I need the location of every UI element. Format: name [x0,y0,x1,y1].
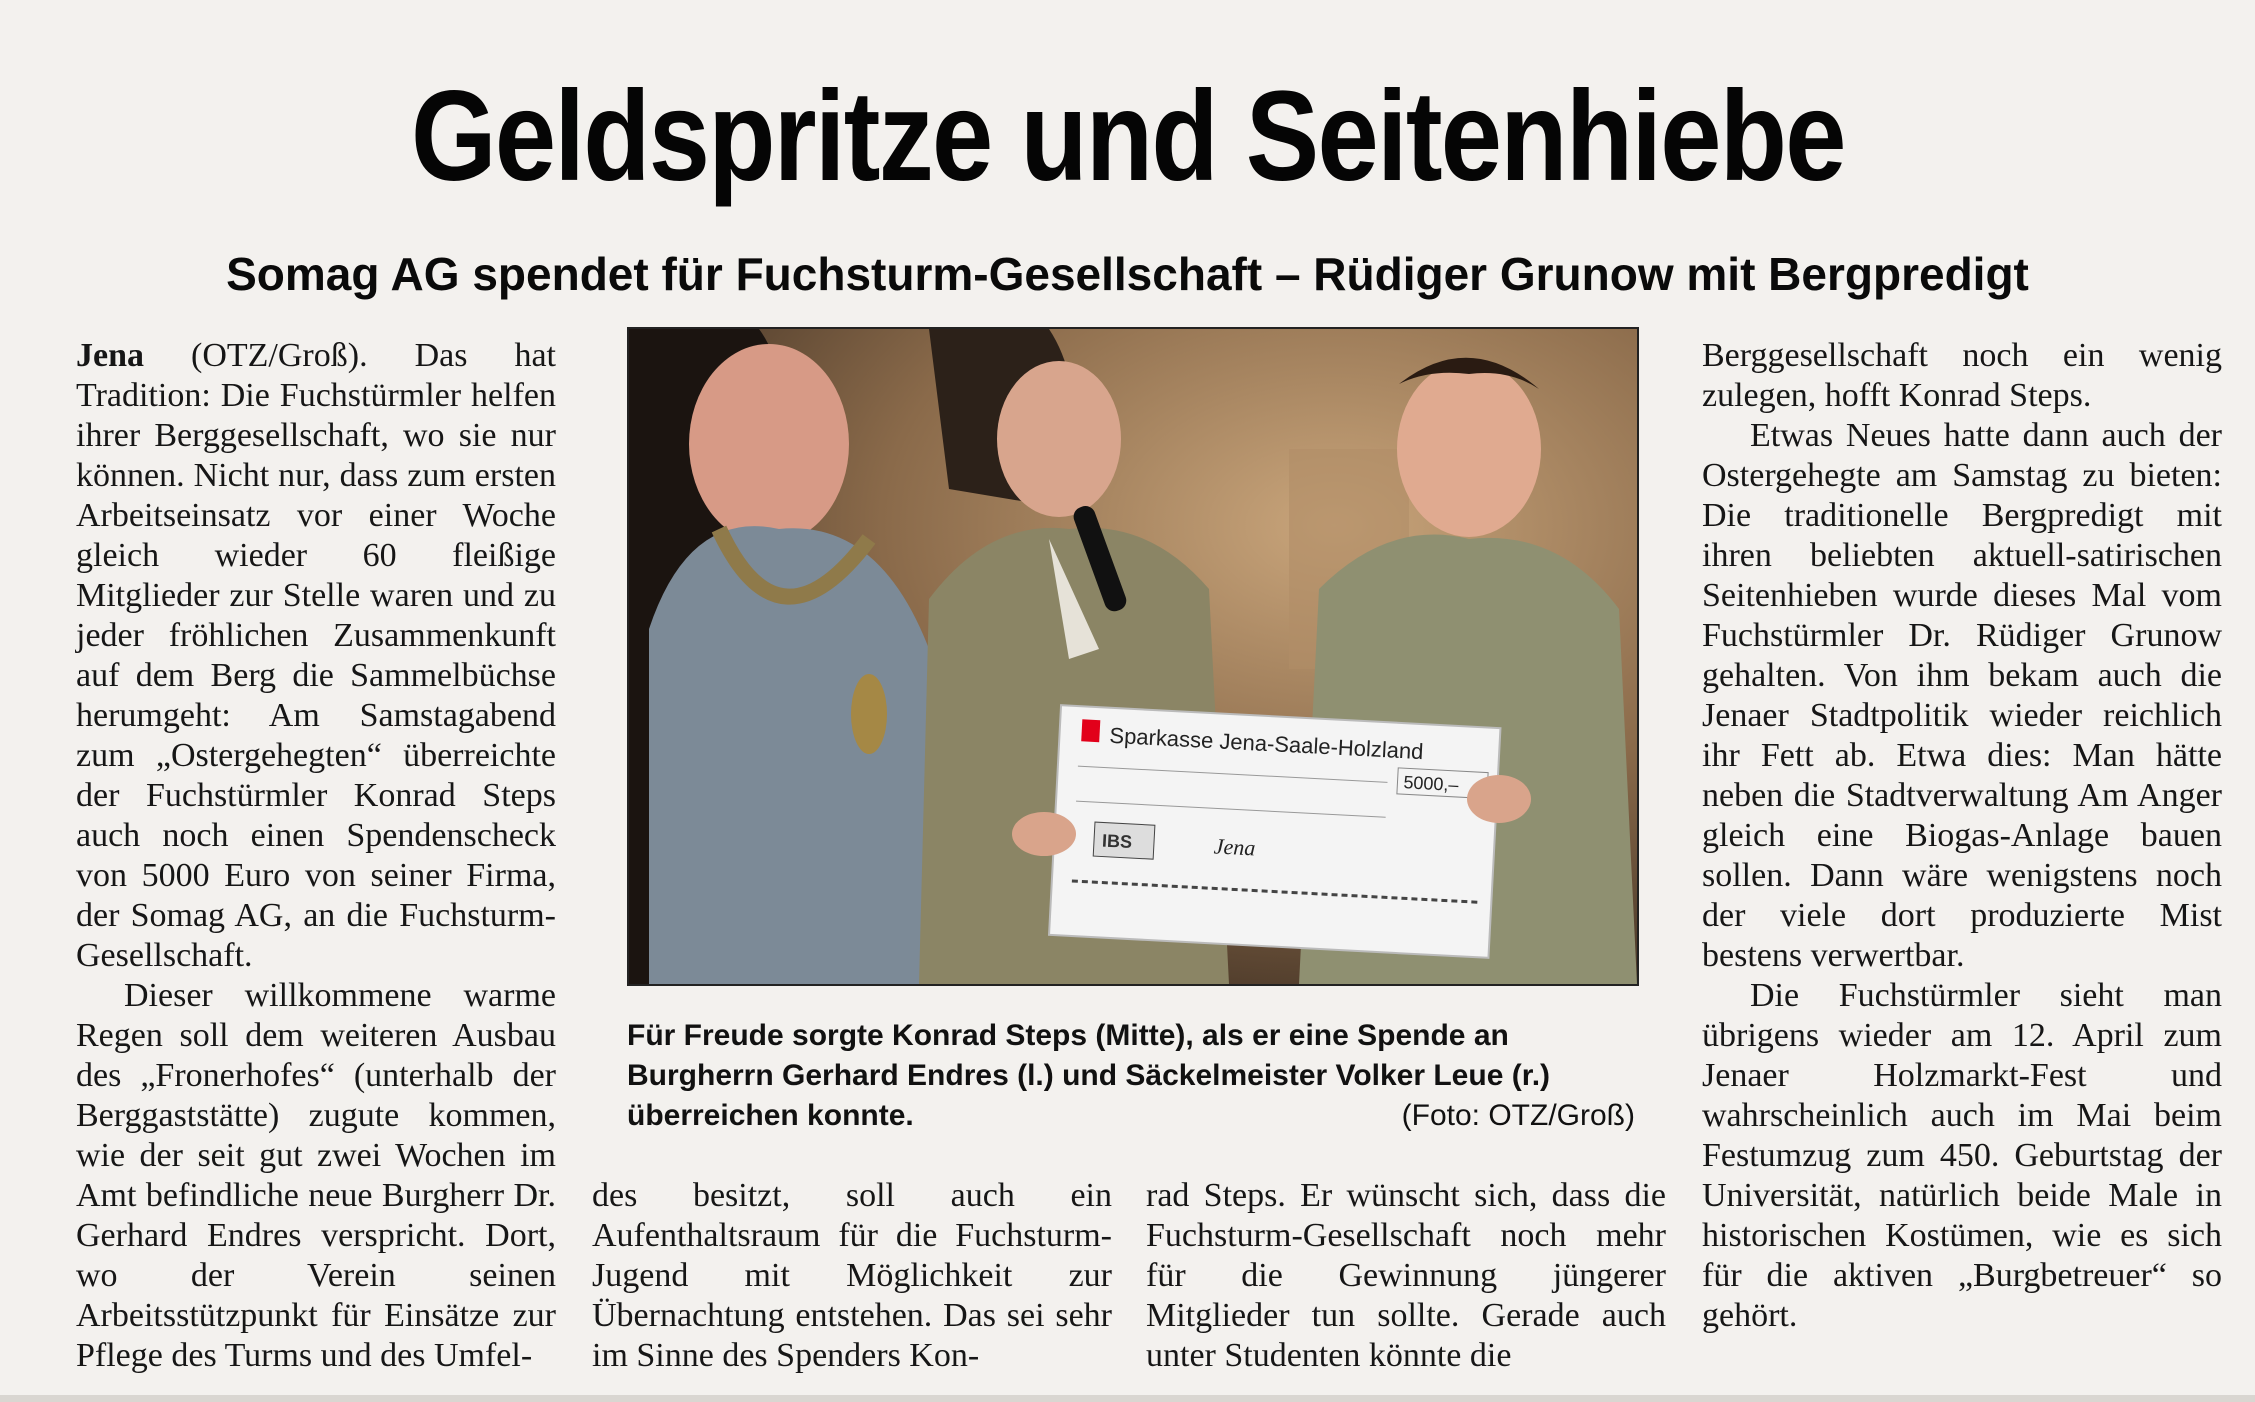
paragraph: Etwas Neues hatte dann auch der Ostergehegte am Samstag zu bieten: Die traditionelle Bergpredigt mit ihren beliebten aktuell-satirischen Seitenhieben wurde dieses Mal vom Fuchstürmler Dr. Rüdiger Grunow gehalten. Von ihm bekam auch die Jenaer Stadtpolitik wieder reichlich ihr Fett ab. Etwa dies: Man hätte neben die Stadtverwaltung Am Anger gleich eine Biogas-Anlage bauen sollen. Dann wäre wenigstens noch der viele dort produzierte Mist bestens verwertbar. [1702,417,2222,974]
cheque-logo: IBS [1101,830,1133,853]
photo-illustration [629,329,1637,984]
photo-credit: (Foto: OTZ/Groß) [1401,1099,1635,1132]
paragraph: Berggesellschaft noch ein wenig zulegen, hofft Konrad Steps. [1702,337,2222,414]
paragraph: des besitzt, soll auch ein Aufenthaltsraum für die Fuchsturm-Jugend mit Möglichkeit zur Übernachtung entstehen. Das sei sehr im Sinne des Spenders Kon- [592,1177,1112,1374]
text-column-4 [1702,336,2222,1336]
cheque-bank: Sparkasse Jena-Saale-Holzland [1108,722,1425,765]
photo-caption [627,1016,1635,1136]
caption-text: Für Freude sorgte Konrad Steps (Mitte), als er eine Spende an Burgherrn Gerhard Endres (l.) und Säckelmeister Volker Leue (r.) überreichen konnte. [627,1019,1551,1132]
paragraph-text: (OTZ/Groß). Das hat Tradition: Die Fuchstürmler helfen ihrer Berggesellschaft, wo sie nur können. Nicht nur, dass zum ersten Arbeitseinsatz vor einer Woche gleich wieder 60 fleißige Mitglieder zur Stelle waren und zu jeder fröhlichen Zusammenkunft auf dem Berg die Sammelbüchse herumgeht: Am Samstagabend zum „Ostergehegten“ überreichte der Fuchstürmler Konrad Steps auch noch einen Spendenscheck von 5000 Euro von seiner Firma, der Somag AG, an die Fuchsturm-Gesellschaft. [76,337,556,974]
sparkasse-logo-icon [1081,719,1100,742]
paper-edge [0,1395,2255,1402]
paragraph [76,336,556,976]
dateline: Jena [76,337,144,374]
paragraph: rad Steps. Er wünscht sich, dass die Fuchsturm-Gesellschaft noch mehr für die Gewinnung jüngerer Mitglieder tun sollte. Gerade auch unter Studenten könnte die [1146,1177,1666,1374]
article-photo [627,327,1639,986]
text-column-2 [592,1176,1112,1376]
cheque-place: Jena [1213,833,1257,861]
text-column-3 [1146,1176,1666,1376]
cheque-amount: 5000,– [1402,772,1460,796]
paragraph: Dieser willkommene warme Regen soll dem weiteren Ausbau des „Fronerhofes“ (unterhalb der Berggaststätte) zugute kommen, wie der seit gut zwei Wochen im Amt befindliche neue Burgherr Dr. Gerhard Endres verspricht. Dort, wo der Verein seinen Arbeitsstützpunkt für Einsätze zur Pflege des Turms und des Umfel- [76,977,556,1374]
subheadline: Somag AG spendet für Fuchsturm-Gesellschaft – Rüdiger Grunow mit Bergpredigt [226,248,2029,300]
paragraph: Die Fuchstürmler sieht man übrigens wieder am 12. April zum Jenaer Holzmarkt-Fest und wahrscheinlich auch im Mai beim Festumzug zum 450. Geburtstag der Universität, natürlich beide Male in historischen Kostümen, wie es sich für die aktiven „Burgbetreuer“ so gehört. [1702,977,2222,1334]
text-column-1 [76,336,556,1376]
headline: Geldspritze und Seitenhiebe [410,65,1845,208]
